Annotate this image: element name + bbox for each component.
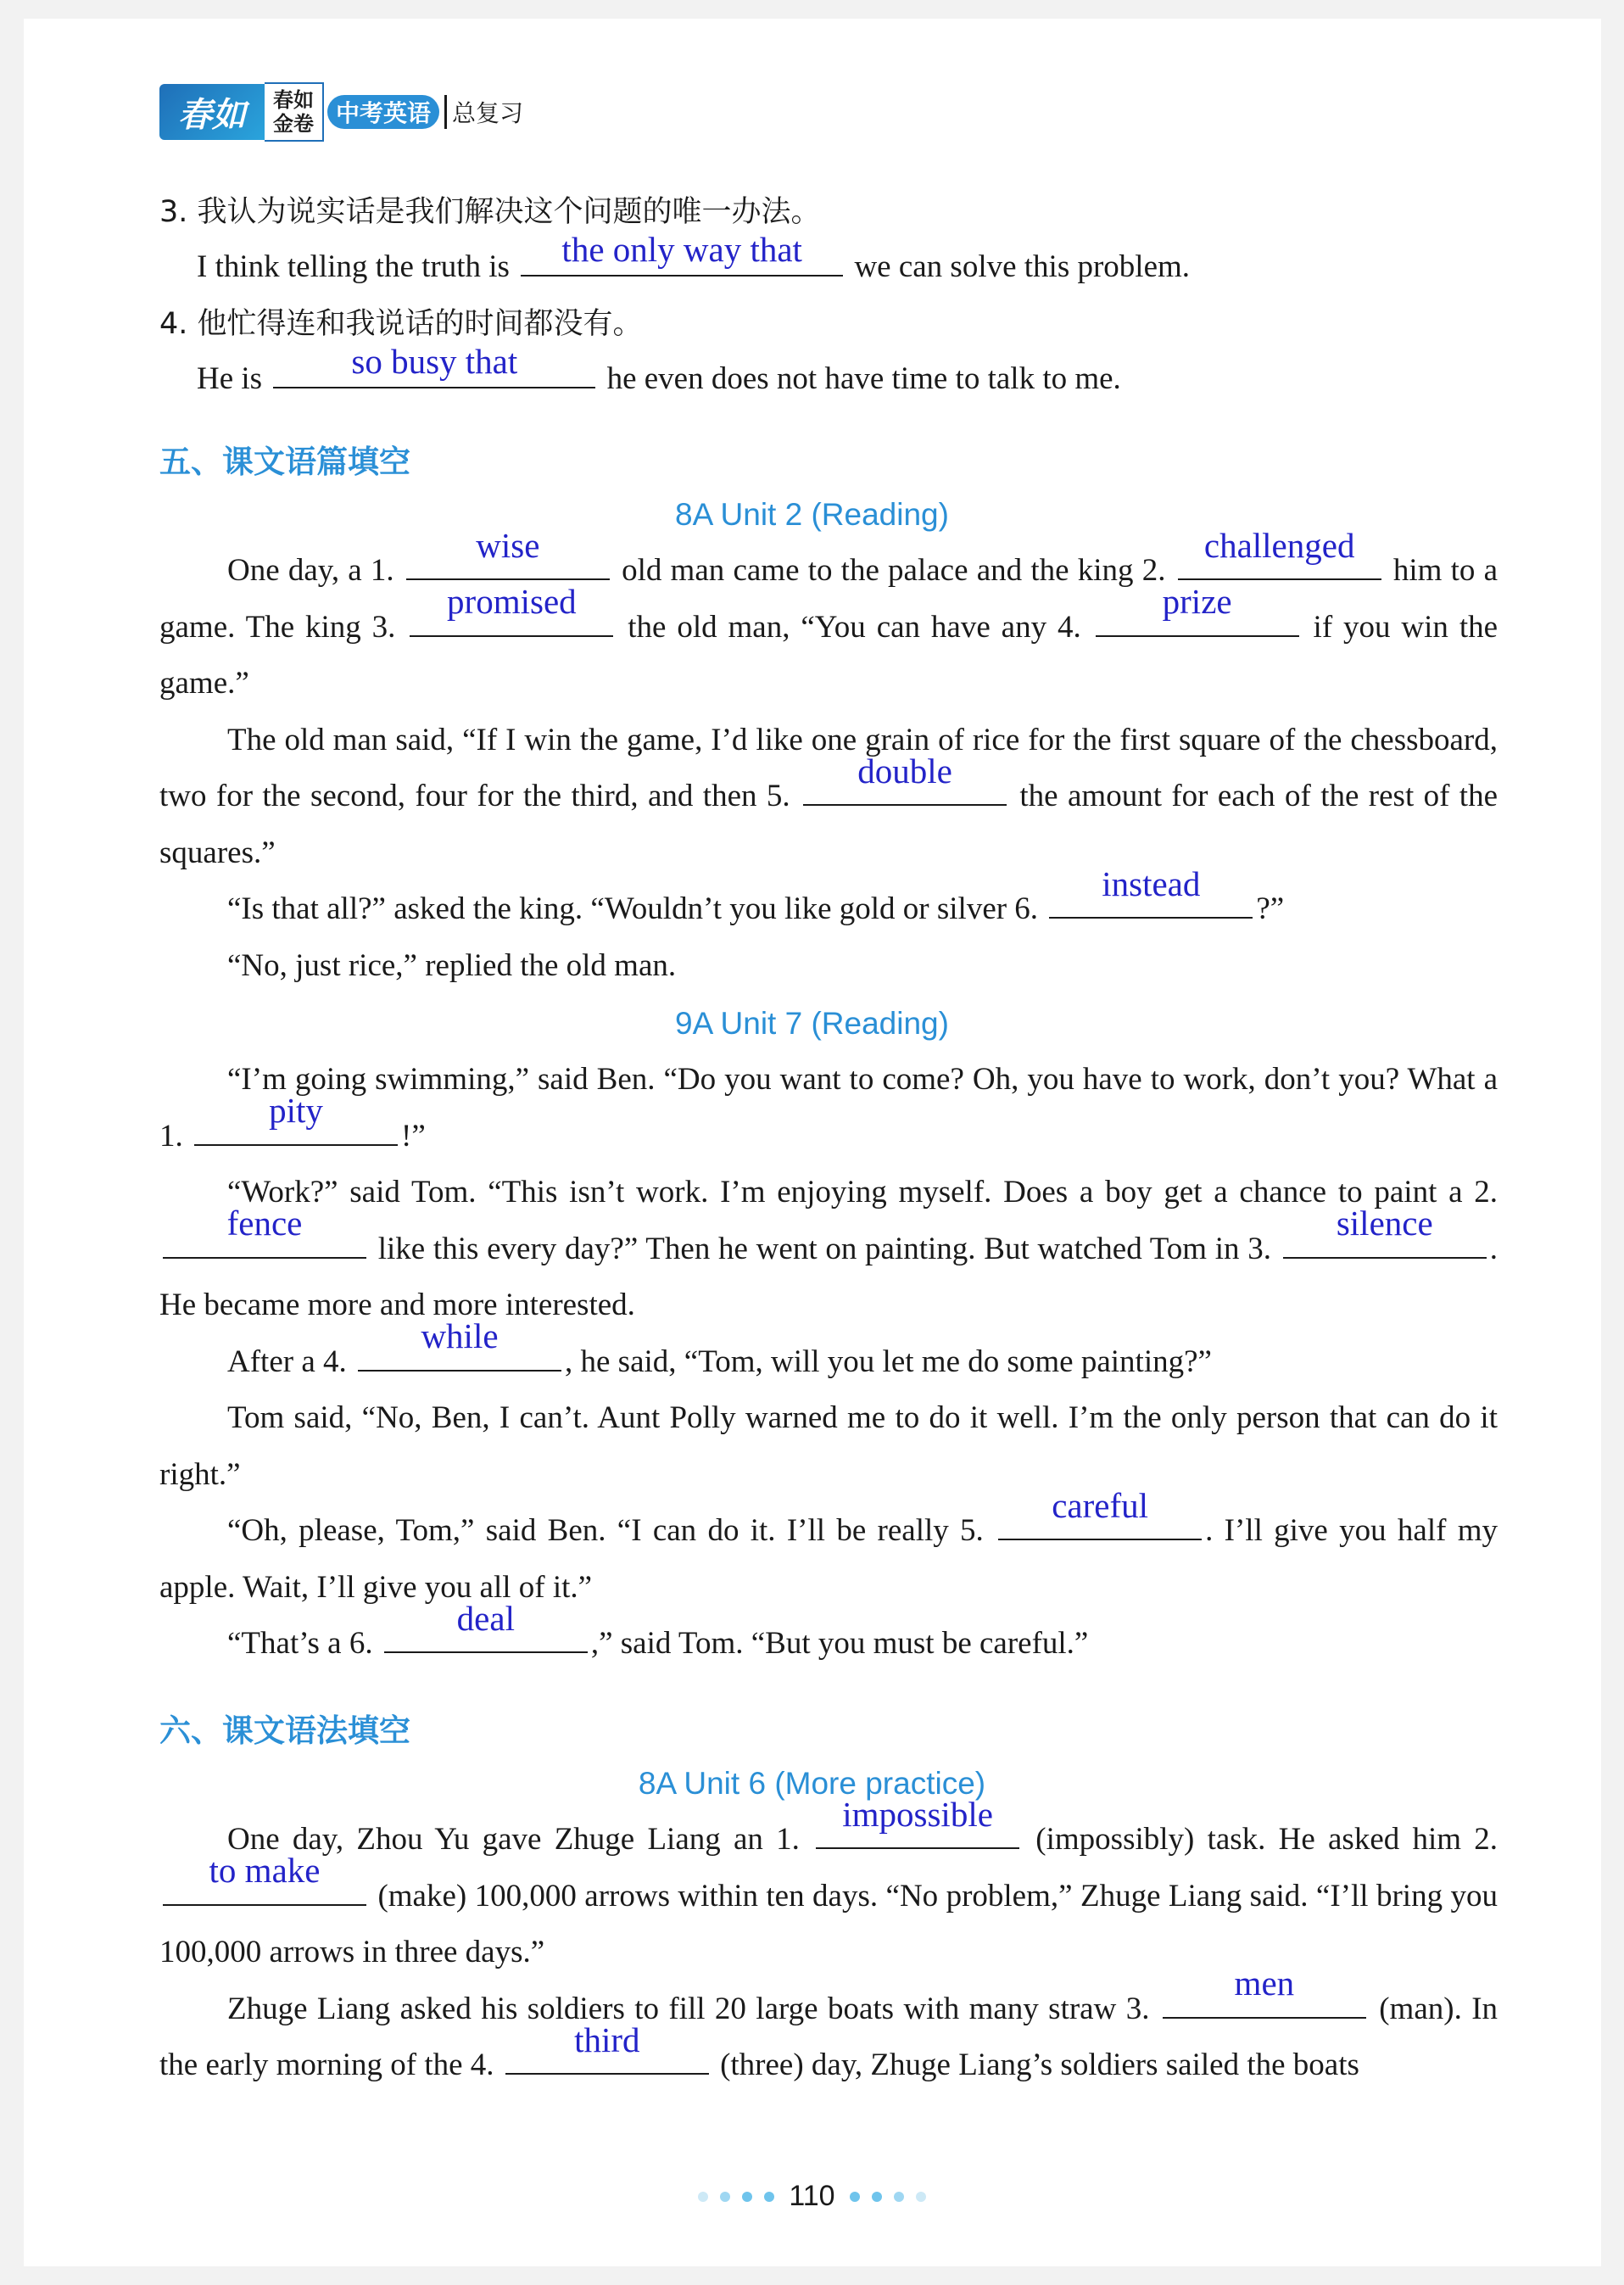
footer-dot-icon bbox=[916, 2192, 926, 2202]
section6-part1-title: 8A Unit 6 (More practice) bbox=[638, 1766, 986, 1801]
footer-dot-icon bbox=[720, 2192, 730, 2202]
s5p2-answer-3: silence bbox=[1336, 1204, 1433, 1243]
section6-part1-passage: One day, Zhou Yu gave Zhuge Liang an 1. impossible (impossibly) task. He asked him 2. to make (make) 100,000 arrows within ten days. “No problem,” Zhuge Liang said. “I’ll bring you 100,000 arrows in three days.” Zhuge Liang asked his soldiers to fill 20 large boats with many straw 3. men (man). In the early morning of the 4. third (three) day, Zhuge Liang’s soldiers sailed the boats bbox=[159, 1812, 1498, 2094]
s5p1-answer-2: challenged bbox=[1203, 525, 1355, 565]
brand-sub-2: 金卷 bbox=[273, 112, 314, 136]
s6p1-blank-4[interactable] bbox=[505, 2020, 709, 2075]
section6-title: 六、课文语法填空 bbox=[159, 1712, 410, 1749]
s6p1-blank-2[interactable] bbox=[163, 1851, 366, 1906]
s5p2-blank-2[interactable] bbox=[163, 1204, 366, 1259]
series-label: 中考英语 bbox=[327, 95, 439, 129]
s5p1-answer-6: instead bbox=[1102, 863, 1201, 903]
footer-dot-icon bbox=[742, 2192, 752, 2202]
s5p1-answer-1: wise bbox=[476, 525, 540, 565]
book-header bbox=[159, 83, 523, 141]
q4-english: He is so busy that he even does not have time to talk to me. bbox=[197, 342, 1121, 396]
s5p1-answer-3: promised bbox=[447, 582, 577, 621]
footer-dot-icon bbox=[850, 2192, 860, 2202]
q4-chinese: 4. 他忙得连和我说话的时间都没有。 bbox=[159, 307, 643, 341]
q3-english: I think telling the truth is the only way that we can solve this problem. bbox=[197, 230, 1191, 284]
s5p2-blank-1[interactable] bbox=[194, 1091, 398, 1146]
q4-blank[interactable] bbox=[273, 342, 595, 388]
section5-part2-title: 9A Unit 7 (Reading) bbox=[675, 1006, 949, 1041]
s6p1-answer-3: men bbox=[1234, 1964, 1295, 2003]
footer-dot-icon bbox=[698, 2192, 708, 2202]
s6p1-answer-1: impossible bbox=[842, 1794, 993, 1834]
review-label: 总复习 bbox=[444, 95, 523, 129]
q4-answer: so busy that bbox=[351, 342, 518, 381]
s5p1-blank-5[interactable] bbox=[803, 751, 1007, 806]
s6p1-blank-1[interactable] bbox=[816, 1794, 1019, 1849]
q3-blank[interactable] bbox=[521, 230, 843, 277]
s5p2-answer-2: fence bbox=[226, 1204, 303, 1243]
s5p2-blank-6[interactable] bbox=[384, 1598, 588, 1653]
s6p1-answer-4: third bbox=[574, 2020, 640, 2059]
footer-dot-icon bbox=[872, 2192, 882, 2202]
s5p1-blank-6[interactable] bbox=[1049, 863, 1253, 919]
s5p1-blank-3[interactable] bbox=[410, 582, 613, 637]
brand-sub-1: 春如 bbox=[273, 88, 314, 112]
s5p2-blank-4[interactable] bbox=[358, 1316, 561, 1372]
s6p1-answer-2: to make bbox=[209, 1851, 321, 1890]
page-footer bbox=[0, 2180, 1624, 2213]
s5p1-blank-4[interactable] bbox=[1096, 582, 1299, 637]
s5p2-answer-5: careful bbox=[1052, 1485, 1148, 1525]
section5-part1-passage: One day, a 1. wise old man came to the palace and the king 2. challenged him to a game. The king 3. promised the old man, “You can have any 4. prize if you win the game.” The old man said, “If I win the game, I’d like one grain of rice for the first square of the chessboard, two for the second, four for the third, and then 5. double the amount for each of the rest of the squares.” “Is that all?” asked the king. “Wouldn’t you like gold or silver 6. instead ?” “No, just rice,” replied the old man. bbox=[159, 543, 1498, 994]
section5-title: 五、课文语篇填空 bbox=[159, 444, 410, 480]
footer-dot-icon bbox=[764, 2192, 774, 2202]
s5p1-answer-4: prize bbox=[1162, 582, 1232, 621]
q3-chinese: 3. 我认为说实话是我们解决这个问题的唯一办法。 bbox=[159, 195, 821, 229]
s5p2-blank-5[interactable] bbox=[998, 1485, 1202, 1540]
brand-logo: 春如 bbox=[159, 84, 265, 140]
footer-dot-icon bbox=[894, 2192, 904, 2202]
s6p1-blank-3[interactable] bbox=[1163, 1964, 1366, 2019]
brand-subtitle bbox=[265, 82, 324, 142]
s5p2-answer-6: deal bbox=[456, 1598, 515, 1638]
s5p2-answer-1: pity bbox=[269, 1091, 323, 1130]
page-number: 110 bbox=[789, 2180, 835, 2212]
s5p1-answer-5: double bbox=[857, 751, 952, 791]
section5-part1-title: 8A Unit 2 (Reading) bbox=[675, 497, 949, 532]
section5-part2-passage: “I’m going swimming,” said Ben. “Do you want to come? Oh, you have to work, don’t you? What a 1. pity !” “Work?” said Tom. “This isn’t work. I’m enjoying myself. Does a boy get a chance to paint a 2. fence like this every day?” Then he went on painting. But watched Tom in 3. silence . He became more and more interested. After a 4. while , he said, “Tom, will you let me do some painting?” Tom said, “No, Ben, I can’t. Aunt Polly warned me to do it well. I’m the only person that can do it right.” “Oh, please, Tom,” said Ben. “I can do it. I’ll be really 5. careful . I’ll give you half my apple. Wait, I’ll give you all of it.” “That’s a 6. deal ,” said Tom. “But you must be careful.” bbox=[159, 1062, 1498, 1661]
s5p2-blank-3[interactable] bbox=[1283, 1204, 1487, 1259]
s5p2-answer-4: while bbox=[421, 1316, 499, 1355]
q3-answer: the only way that bbox=[561, 230, 802, 269]
